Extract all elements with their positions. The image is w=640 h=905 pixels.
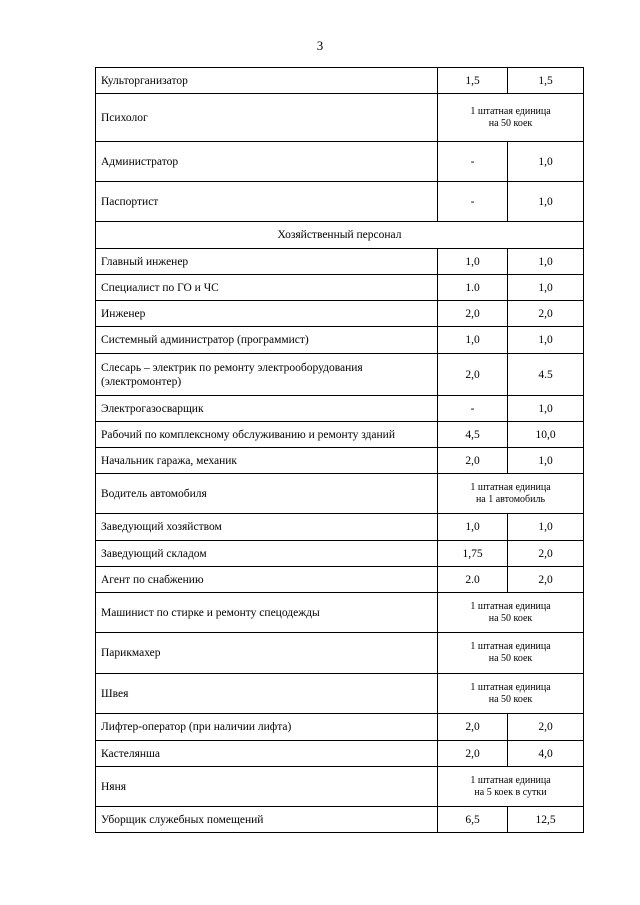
norm-line-1: 1 штатная единица xyxy=(470,600,551,612)
value-col-1: 6,5 xyxy=(438,807,508,833)
value-col-1: 1,0 xyxy=(438,514,508,541)
value-col-2: 1,0 xyxy=(508,142,584,182)
position-name: Парикмахер xyxy=(96,633,438,674)
value-col-2: 2,0 xyxy=(508,567,584,593)
value-col-1: - xyxy=(438,182,508,222)
value-col-2: 1,0 xyxy=(508,327,584,354)
table-row xyxy=(96,567,584,593)
section-title: Хозяйственный персонал xyxy=(96,222,584,249)
position-name: Специалист по ГО и ЧС xyxy=(96,275,438,301)
table-row xyxy=(96,142,584,182)
merged-norm-cell xyxy=(438,674,584,714)
norm-line-1: 1 штатная единица xyxy=(470,481,551,493)
position-name: Водитель автомобиля xyxy=(96,474,438,514)
norm-line-1: 1 штатная единица xyxy=(470,641,551,652)
table-row xyxy=(96,593,584,633)
value-col-2: 2,0 xyxy=(508,541,584,567)
table-row xyxy=(96,741,584,767)
value-col-1: 1,0 xyxy=(438,249,508,275)
position-name: Культорганизатор xyxy=(96,68,438,94)
position-name: Кастелянша xyxy=(96,741,438,767)
value-col-2: 2,0 xyxy=(508,301,584,327)
value-col-1: 1,0 xyxy=(438,327,508,354)
position-name: Администратор xyxy=(96,142,438,182)
merged-norm-cell xyxy=(438,593,584,633)
position-name-line-1: Слесарь – электрик по ремонту электрооборудования xyxy=(101,361,363,374)
position-name xyxy=(96,354,438,396)
table-row xyxy=(96,714,584,741)
norm-line-1: 1 штатная единица xyxy=(470,774,551,786)
position-name: Электрогазосварщик xyxy=(96,396,438,422)
value-col-2: 1,0 xyxy=(508,182,584,222)
value-col-1: - xyxy=(438,142,508,182)
table-row xyxy=(96,474,584,514)
value-col-1: 1,75 xyxy=(438,541,508,567)
value-col-2: 1,0 xyxy=(508,275,584,301)
table-row xyxy=(96,448,584,474)
value-col-2: 4.5 xyxy=(508,354,584,396)
position-name: Няня xyxy=(96,767,438,807)
value-col-2: 10,0 xyxy=(508,422,584,448)
table-row xyxy=(96,249,584,275)
table-row xyxy=(96,422,584,448)
position-name: Заведующий хозяйством xyxy=(96,514,438,541)
position-name: Заведующий складом xyxy=(96,541,438,567)
staffing-table xyxy=(95,67,584,833)
value-col-2: 1,0 xyxy=(508,396,584,422)
norm-line-2: на 50 коек xyxy=(488,612,533,624)
value-col-1: - xyxy=(438,396,508,422)
table-row xyxy=(96,354,584,396)
merged-norm-cell xyxy=(438,767,584,807)
value-col-1: 1,5 xyxy=(438,68,508,94)
table-row xyxy=(96,182,584,222)
value-col-2: 1,0 xyxy=(508,448,584,474)
merged-norm-cell xyxy=(438,474,584,514)
table-row xyxy=(96,68,584,94)
position-name: Психолог xyxy=(96,94,438,142)
position-name: Лифтер-оператор (при наличии лифта) xyxy=(96,714,438,741)
value-col-1: 2.0 xyxy=(438,567,508,593)
value-col-1: 2,0 xyxy=(438,354,508,396)
value-col-1: 2,0 xyxy=(438,301,508,327)
norm-line-2: на 5 коек в сутки xyxy=(474,786,547,798)
value-col-1: 2,0 xyxy=(438,741,508,767)
value-col-2: 1,0 xyxy=(508,514,584,541)
norm-line-2: на 50 коек xyxy=(488,653,533,664)
norm-line-2: на 50 коек xyxy=(488,693,533,705)
value-col-1: 1.0 xyxy=(438,275,508,301)
norm-line-2: на 1 автомобиль xyxy=(475,493,546,505)
value-col-1: 2,0 xyxy=(438,714,508,741)
table-row xyxy=(96,807,584,833)
value-col-2: 12,5 xyxy=(508,807,584,833)
position-name: Паспортист xyxy=(96,182,438,222)
value-col-1: 2,0 xyxy=(438,448,508,474)
position-name: Системный администратор (программист) xyxy=(96,327,438,354)
position-name: Рабочий по комплексному обслуживанию и ремонту зданий xyxy=(96,422,438,448)
table-row xyxy=(96,94,584,142)
value-col-2: 4,0 xyxy=(508,741,584,767)
table-row xyxy=(96,396,584,422)
position-name: Уборщик служебных помещений xyxy=(96,807,438,833)
position-name: Главный инженер xyxy=(96,249,438,275)
table-row xyxy=(96,633,584,674)
table-row xyxy=(96,301,584,327)
page-number: 3 xyxy=(316,38,324,53)
value-col-1: 4,5 xyxy=(438,422,508,448)
section-row xyxy=(96,222,584,249)
value-col-2: 2,0 xyxy=(508,714,584,741)
position-name-line-2: (электромонтер) xyxy=(101,375,182,388)
position-name: Машинист по стирке и ремонту спецодежды xyxy=(96,593,438,633)
norm-line-1: 1 штатная единица xyxy=(470,105,551,117)
norm-line-2: на 50 коек xyxy=(488,117,533,129)
value-col-2: 1,0 xyxy=(508,249,584,275)
table-row xyxy=(96,674,584,714)
table-row xyxy=(96,275,584,301)
table-row xyxy=(96,767,584,807)
norm-line-1: 1 штатная единица xyxy=(470,681,551,693)
position-name: Начальник гаража, механик xyxy=(96,448,438,474)
table-row xyxy=(96,514,584,541)
table-row xyxy=(96,327,584,354)
merged-norm-cell xyxy=(438,633,584,674)
value-col-2: 1,5 xyxy=(508,68,584,94)
table-row xyxy=(96,541,584,567)
merged-norm-cell xyxy=(438,94,584,142)
position-name: Инженер xyxy=(96,301,438,327)
position-name: Агент по снабжению xyxy=(96,567,438,593)
position-name: Швея xyxy=(96,674,438,714)
